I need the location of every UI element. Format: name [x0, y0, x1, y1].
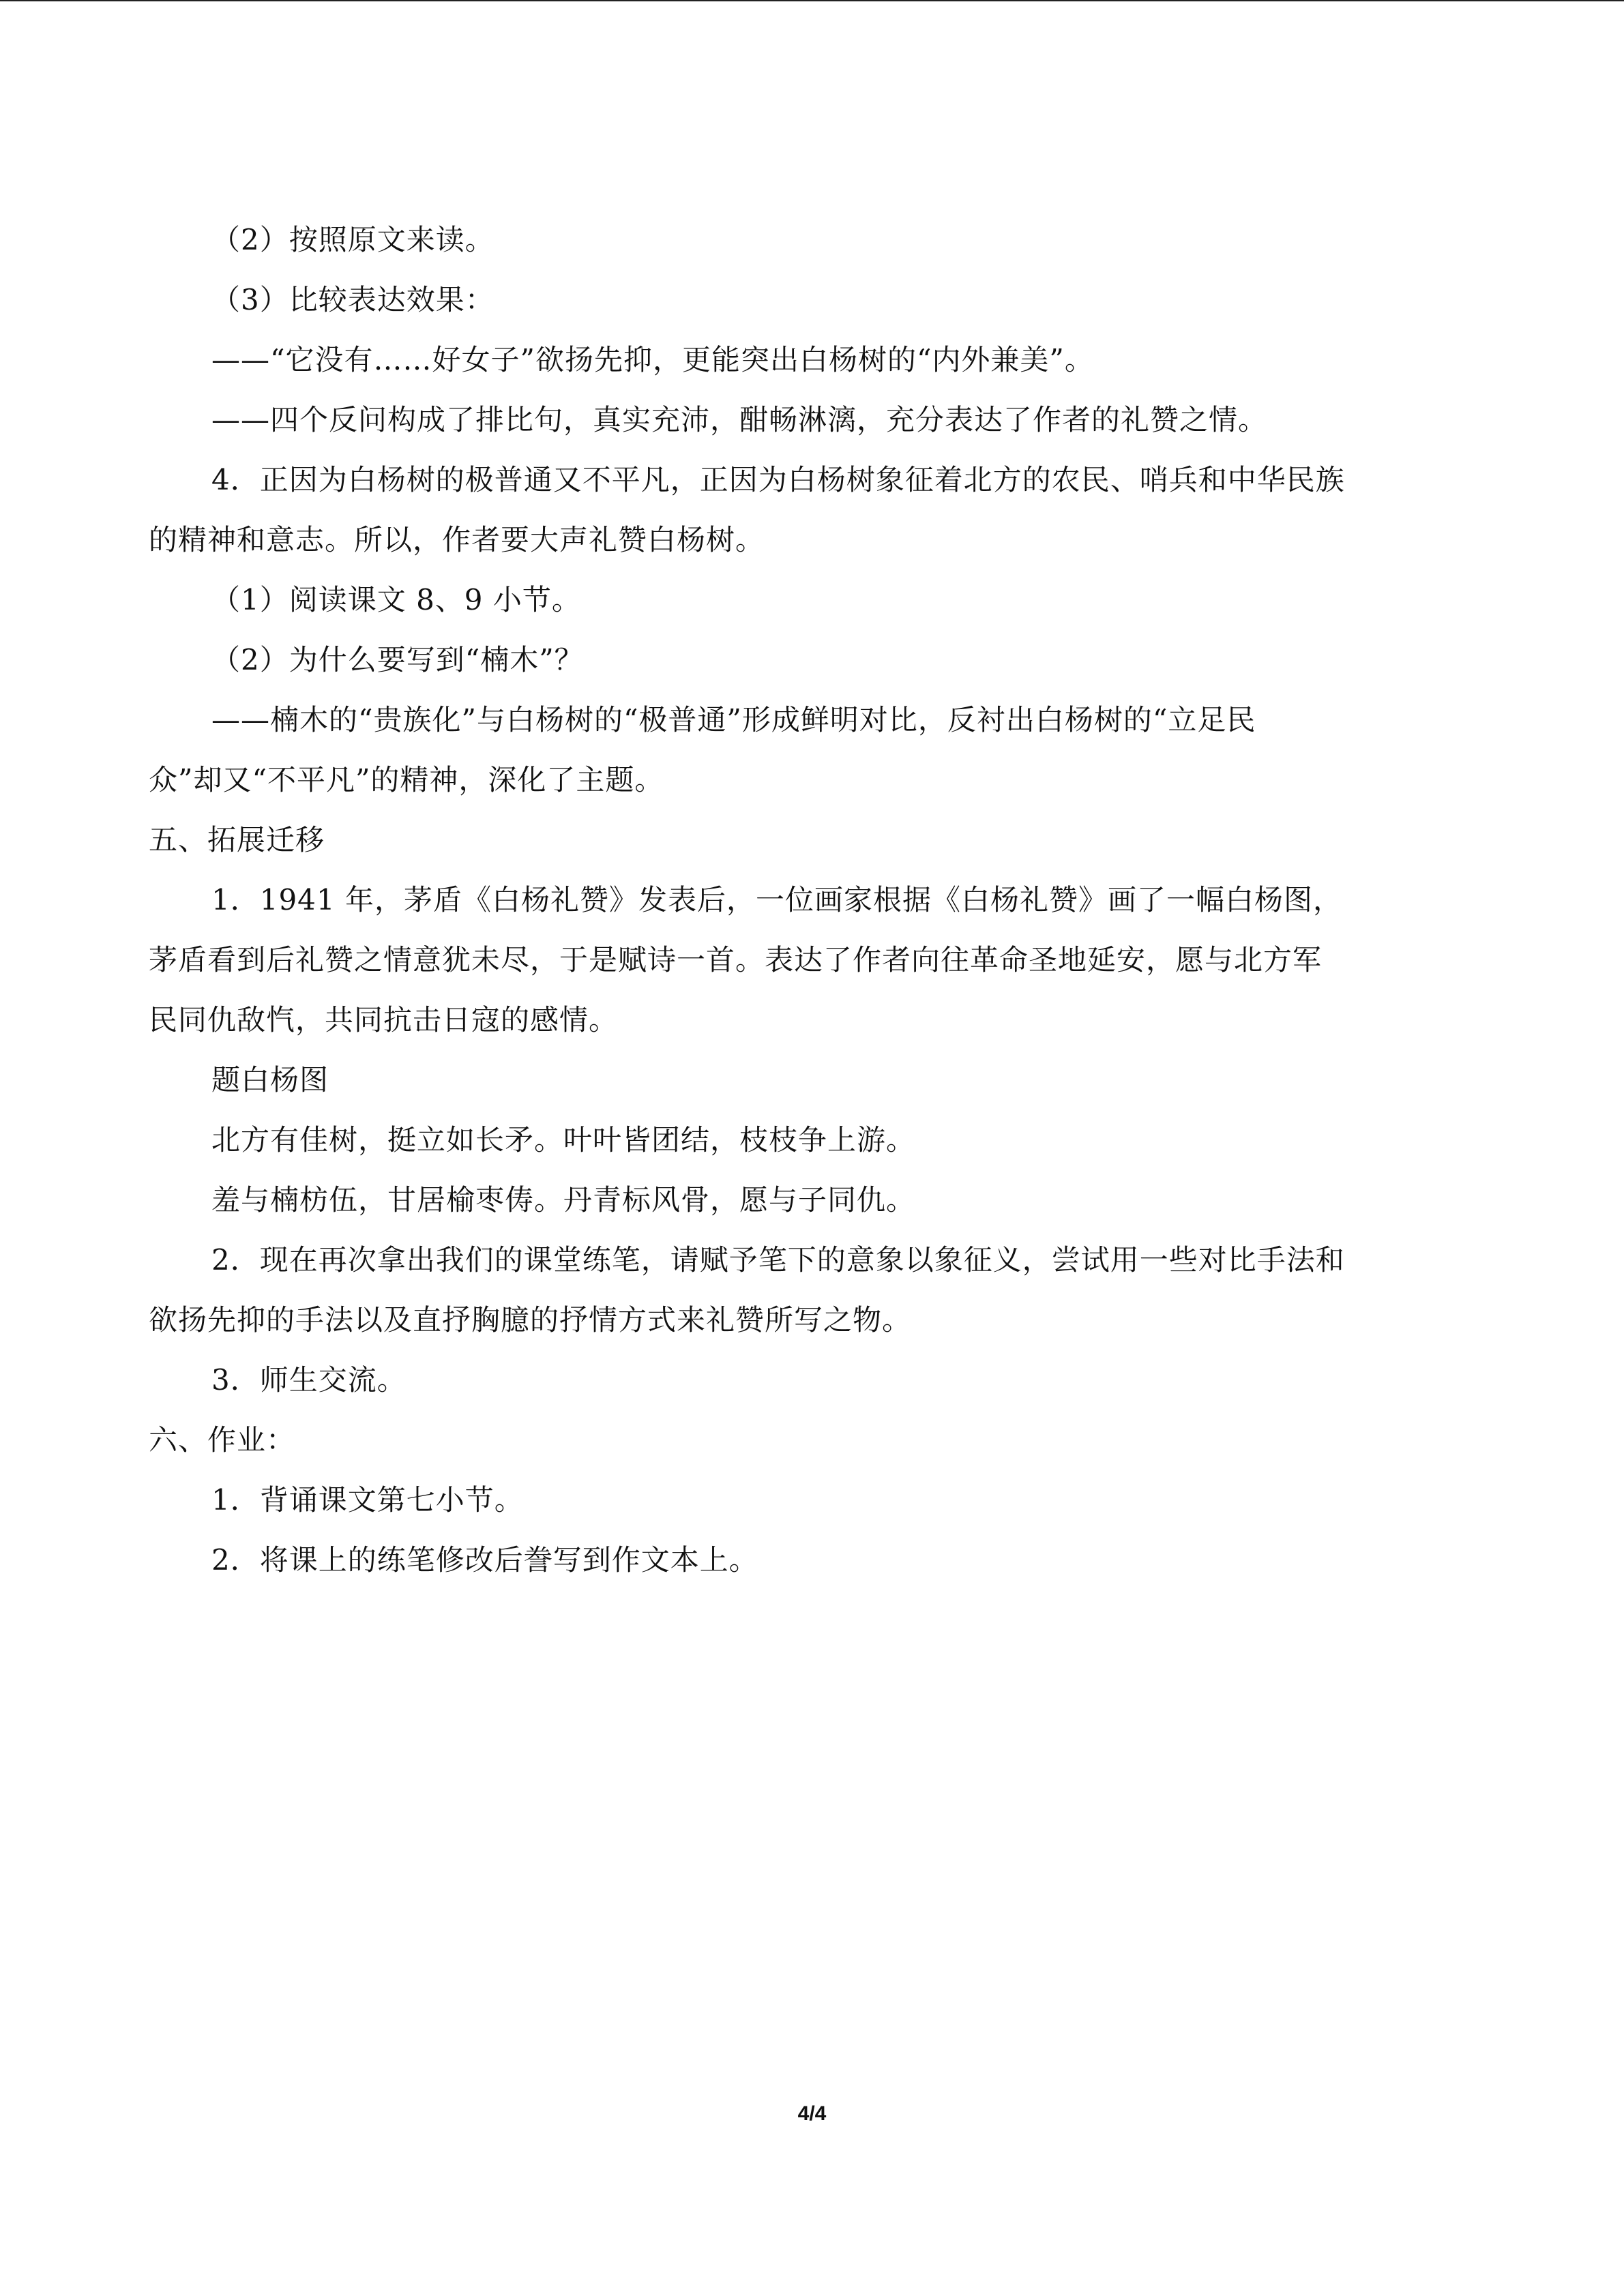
top-border-line — [0, 0, 1624, 1]
document-body — [149, 210, 1475, 1590]
poem-line: 羞与楠枋伍，甘居榆枣俦。丹青标风骨，愿与子同仇。 — [211, 1183, 916, 1217]
text-line: ——楠木的“贵族化”与白杨树的“极普通”形成鲜明对比，反衬出白杨树的“立足民 — [211, 703, 1256, 736]
text-line: （1）阅读课文 8、9 小节。 — [211, 583, 581, 616]
text-line: 3．师生交流。 — [211, 1363, 407, 1397]
text-line: （3）比较表达效果： — [211, 283, 494, 316]
text-line: 茅盾看到后礼赞之情意犹未尽，于是赋诗一首。表达了作者向往革命圣地延安，愿与北方军 — [149, 943, 1323, 976]
text-line: 2．将课上的练笔修改后誊写到作文本上。 — [211, 1543, 758, 1577]
text-line: （2）为什么要写到“楠木”？ — [211, 643, 584, 676]
text-line: （2）按照原文来读。 — [211, 223, 494, 256]
text-line: 的精神和意志。所以，作者要大声礼赞白杨树。 — [149, 523, 765, 556]
page-number: 4/4 — [797, 2102, 827, 2125]
text-line: ——“它没有……好女子”欲扬先抑，更能突出白杨树的“内外兼美”。 — [211, 343, 1094, 376]
section-heading: 五、拓展迁移 — [149, 823, 325, 856]
text-line: 4．正因为白杨树的极普通又不平凡，正因为白杨树象征着北方的农民、哨兵和中华民族 — [211, 463, 1345, 496]
text-line: 1．1941 年，茅盾《白杨礼赞》发表后，一位画家根据《白杨礼赞》画了一幅白杨图， — [211, 883, 1342, 916]
text-line: 民同仇敌忾，共同抗击日寇的感情。 — [149, 1003, 619, 1037]
poem-line: 北方有佳树，挺立如长矛。叶叶皆团结，枝枝争上游。 — [211, 1123, 916, 1157]
text-line: 众”却又“不平凡”的精神，深化了主题。 — [149, 763, 664, 796]
text-line: 1．背诵课文第七小节。 — [211, 1483, 524, 1517]
text-line: ——四个反问构成了排比句，真实充沛，酣畅淋漓，充分表达了作者的礼赞之情。 — [211, 403, 1268, 436]
poem-title: 题白杨图 — [211, 1063, 329, 1097]
text-line: 2．现在再次拿出我们的课堂练笔，请赋予笔下的意象以象征义，尝试用一些对比手法和 — [211, 1243, 1345, 1277]
text-line: 欲扬先抑的手法以及直抒胸臆的抒情方式来礼赞所写之物。 — [149, 1303, 912, 1337]
section-heading: 六、作业： — [149, 1423, 296, 1457]
